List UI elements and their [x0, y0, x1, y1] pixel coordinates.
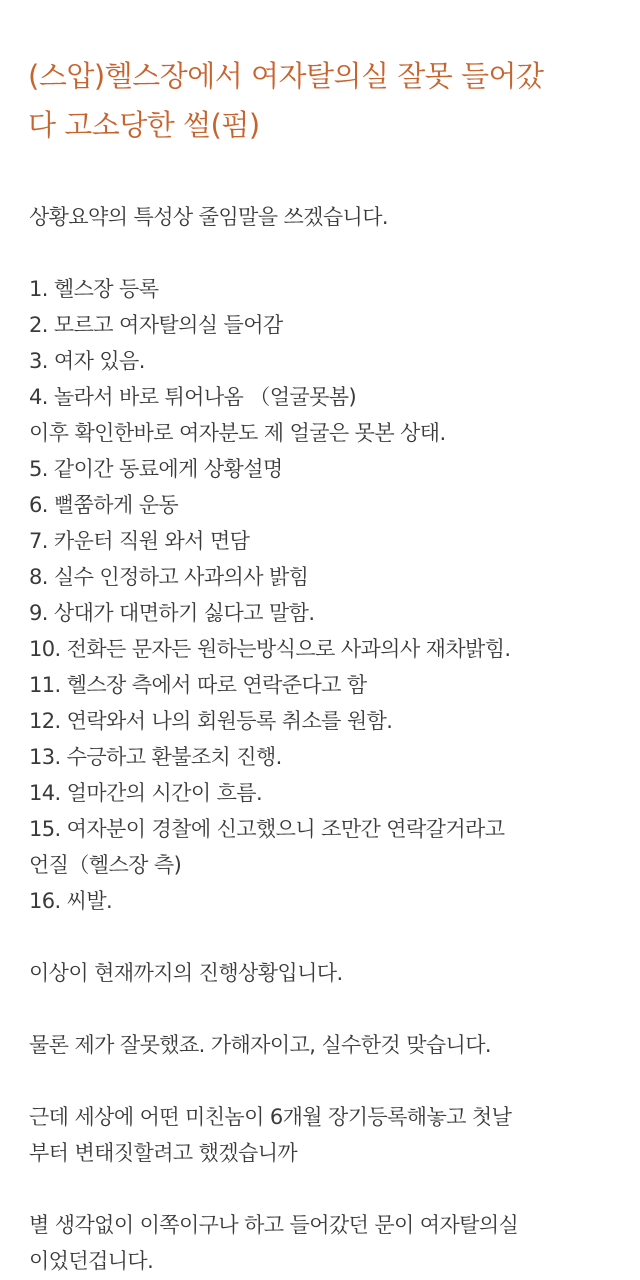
list-item: 14. 얼마간의 시간이 흐름.	[29, 781, 263, 805]
list-item: 15. 여자분이 경찰에 신고했으니 조만간 연락갈거라고	[29, 817, 505, 841]
paragraph-line: 부터 변태짓할려고 했겠습니까	[29, 1141, 298, 1165]
list-item: 6. 뻘쭘하게 운동	[29, 493, 179, 517]
list-item: 3. 여자 있음.	[29, 349, 145, 373]
list-item: 1. 헬스장 등록	[29, 277, 159, 301]
paragraph-gap	[29, 1063, 635, 1099]
list-item: 2. 모르고 여자탈의실 들어감	[29, 313, 283, 337]
post-title-line-1: (스압)헬스장에서 여자탈의실 잘못 들어갔	[28, 59, 544, 93]
intro-text: 상황요약의 특성상 줄임말을 쓰겠습니다.	[29, 205, 388, 229]
list-item: 언질（헬스장 측)	[29, 853, 182, 877]
list-item: 10. 전화든 문자든 원하는방식으로 사과의사 재차밝힘.	[29, 637, 511, 661]
status-text: 이상이 현재까지의 진행상황입니다.	[29, 961, 343, 985]
post-body	[29, 199, 635, 1279]
list-item: 이후 확인한바로 여자분도 제 얼굴은 못본 상태.	[29, 421, 446, 445]
list-item: 4. 놀라서 바로 튀어나옴 （얼굴못봄)	[29, 385, 357, 409]
paragraph-line: 이었던겁니다.	[29, 1249, 154, 1273]
list-item: 12. 연락와서 나의 회원등록 취소를 원함.	[29, 709, 393, 733]
list-item: 8. 실수 인정하고 사과의사 밝힘	[29, 565, 309, 589]
list-item: 11. 헬스장 측에서 따로 연락준다고 함	[29, 673, 367, 697]
post-title-line-2: 다 고소당한 썰(펌)	[28, 108, 260, 142]
list-item: 7. 카운터 직원 와서 면담	[29, 529, 250, 553]
summary-list	[29, 271, 635, 919]
admission-text: 물론 제가 잘못했죠. 가해자이고, 실수한것 맞습니다.	[29, 1033, 492, 1057]
list-item: 5. 같이간 동료에게 상황설명	[29, 457, 283, 481]
paragraph-line: 근데 세상에 어떤 미친놈이 6개월 장기등록해놓고 첫날	[29, 1105, 512, 1129]
list-item: 13. 수긍하고 환불조치 진행.	[29, 745, 282, 769]
paragraph-line: 별 생각없이 이쪽이구나 하고 들어갔던 문이 여자탈의실	[29, 1213, 519, 1237]
paragraph-gap	[29, 991, 635, 1027]
paragraph-gap	[29, 919, 635, 955]
list-item: 9. 상대가 대면하기 싫다고 말함.	[29, 601, 315, 625]
paragraph-gap	[29, 1171, 635, 1207]
list-item: 16. 씨발.	[29, 889, 113, 913]
paragraph-gap	[29, 235, 635, 271]
post-title	[28, 52, 628, 150]
